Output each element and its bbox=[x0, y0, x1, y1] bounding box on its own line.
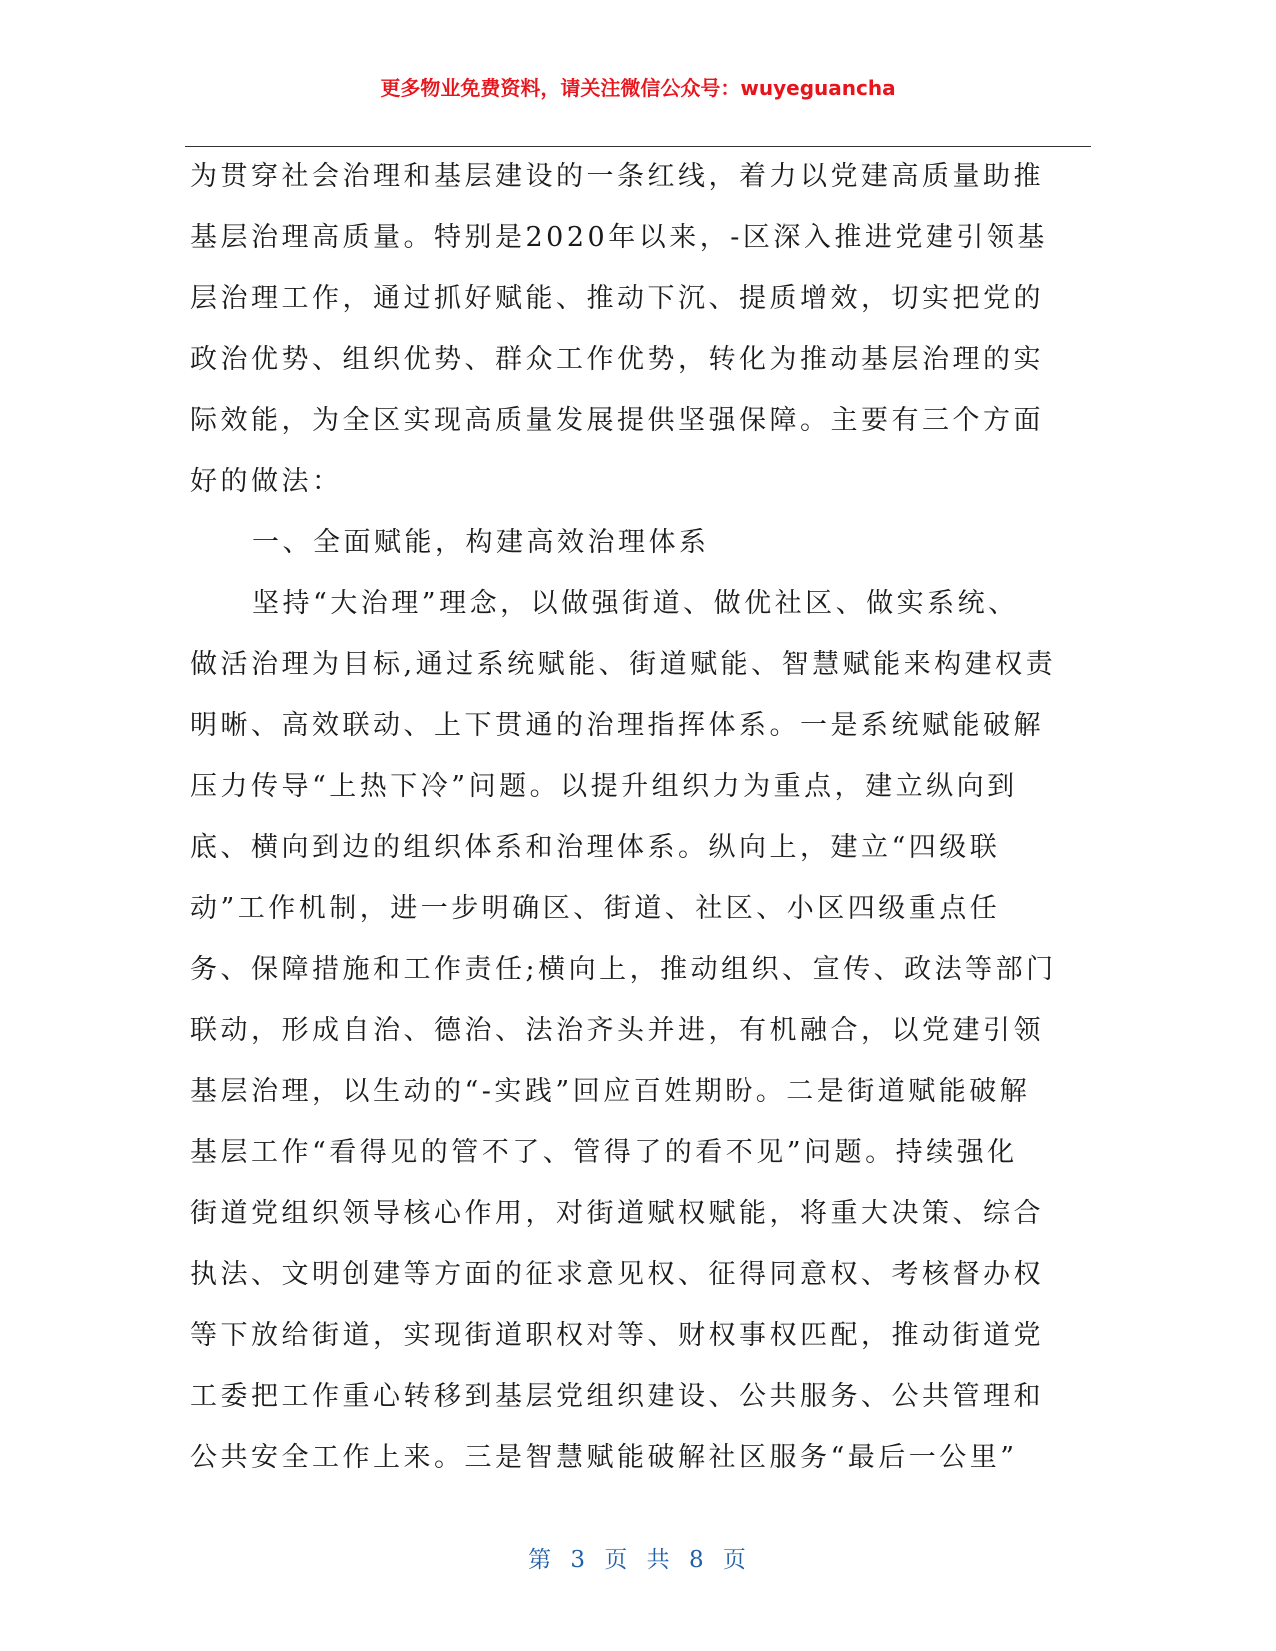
document-body bbox=[190, 146, 1090, 1488]
body-line: 政治优势、组织优势、群众工作优势，转化为推动基层治理的实 bbox=[190, 344, 1044, 375]
body-line: 公共安全工作上来。三是智慧赋能破解社区服务“最后一公里” bbox=[190, 1442, 1018, 1473]
body-line: 执法、文明创建等方面的征求意见权、征得同意权、考核督办权 bbox=[190, 1259, 1044, 1290]
body-line: 务、保障措施和工作责任;横向上，推动组织、宣传、政法等部门 bbox=[190, 954, 1057, 985]
body-line: 压力传导“上热下冷”问题。以提升组织力为重点，建立纵向到 bbox=[190, 771, 1018, 802]
body-line: 街道党组织领导核心作用，对街道赋权赋能，将重大决策、综合 bbox=[190, 1198, 1044, 1229]
body-line: 动”工作机制，进一步明确区、街道、社区、小区四级重点任 bbox=[190, 893, 1001, 924]
body-line: 为贯穿社会治理和基层建设的一条红线，着力以党建高质量助推 bbox=[190, 161, 1044, 192]
body-line: 工委把工作重心转移到基层党组织建设、公共服务、公共管理和 bbox=[190, 1381, 1044, 1412]
body-line: 明晰、高效联动、上下贯通的治理指挥体系。一是系统赋能破解 bbox=[190, 710, 1044, 741]
body-line: 基层工作“看得见的管不了、管得了的看不见”问题。持续强化 bbox=[190, 1137, 1018, 1168]
body-line: 好的做法： bbox=[190, 466, 343, 497]
body-line: 底、横向到边的组织体系和治理体系。纵向上，建立“四级联 bbox=[190, 832, 1001, 863]
body-line: 联动，形成自治、德治、法治齐头并进，有机融合，以党建引领 bbox=[190, 1015, 1044, 1046]
header-banner: 更多物业免费资料，请关注微信公众号：wuyeguancha bbox=[380, 76, 896, 100]
body-line: 际效能，为全区实现高质量发展提供坚强保障。主要有三个方面 bbox=[190, 405, 1044, 436]
body-line: 基层治理高质量。特别是2020年以来，-区深入推进党建引领基 bbox=[190, 222, 1048, 253]
section-heading: 一、全面赋能，构建高效治理体系 bbox=[252, 527, 710, 558]
body-line: 坚持“大治理”理念，以做强街道、做优社区、做实系统、 bbox=[252, 588, 1019, 619]
body-line: 基层治理，以生动的“-实践”回应百姓期盼。二是街道赋能破解 bbox=[190, 1076, 1031, 1107]
body-line: 等下放给街道，实现街道职权对等、财权事权匹配，推动街道党 bbox=[190, 1320, 1044, 1351]
page-number: 第 3 页 共 8 页 bbox=[528, 1547, 748, 1573]
body-line: 做活治理为目标,通过系统赋能、街道赋能、智慧赋能来构建权责 bbox=[190, 649, 1057, 680]
body-line: 层治理工作，通过抓好赋能、推动下沉、提质增效，切实把党的 bbox=[190, 283, 1044, 314]
